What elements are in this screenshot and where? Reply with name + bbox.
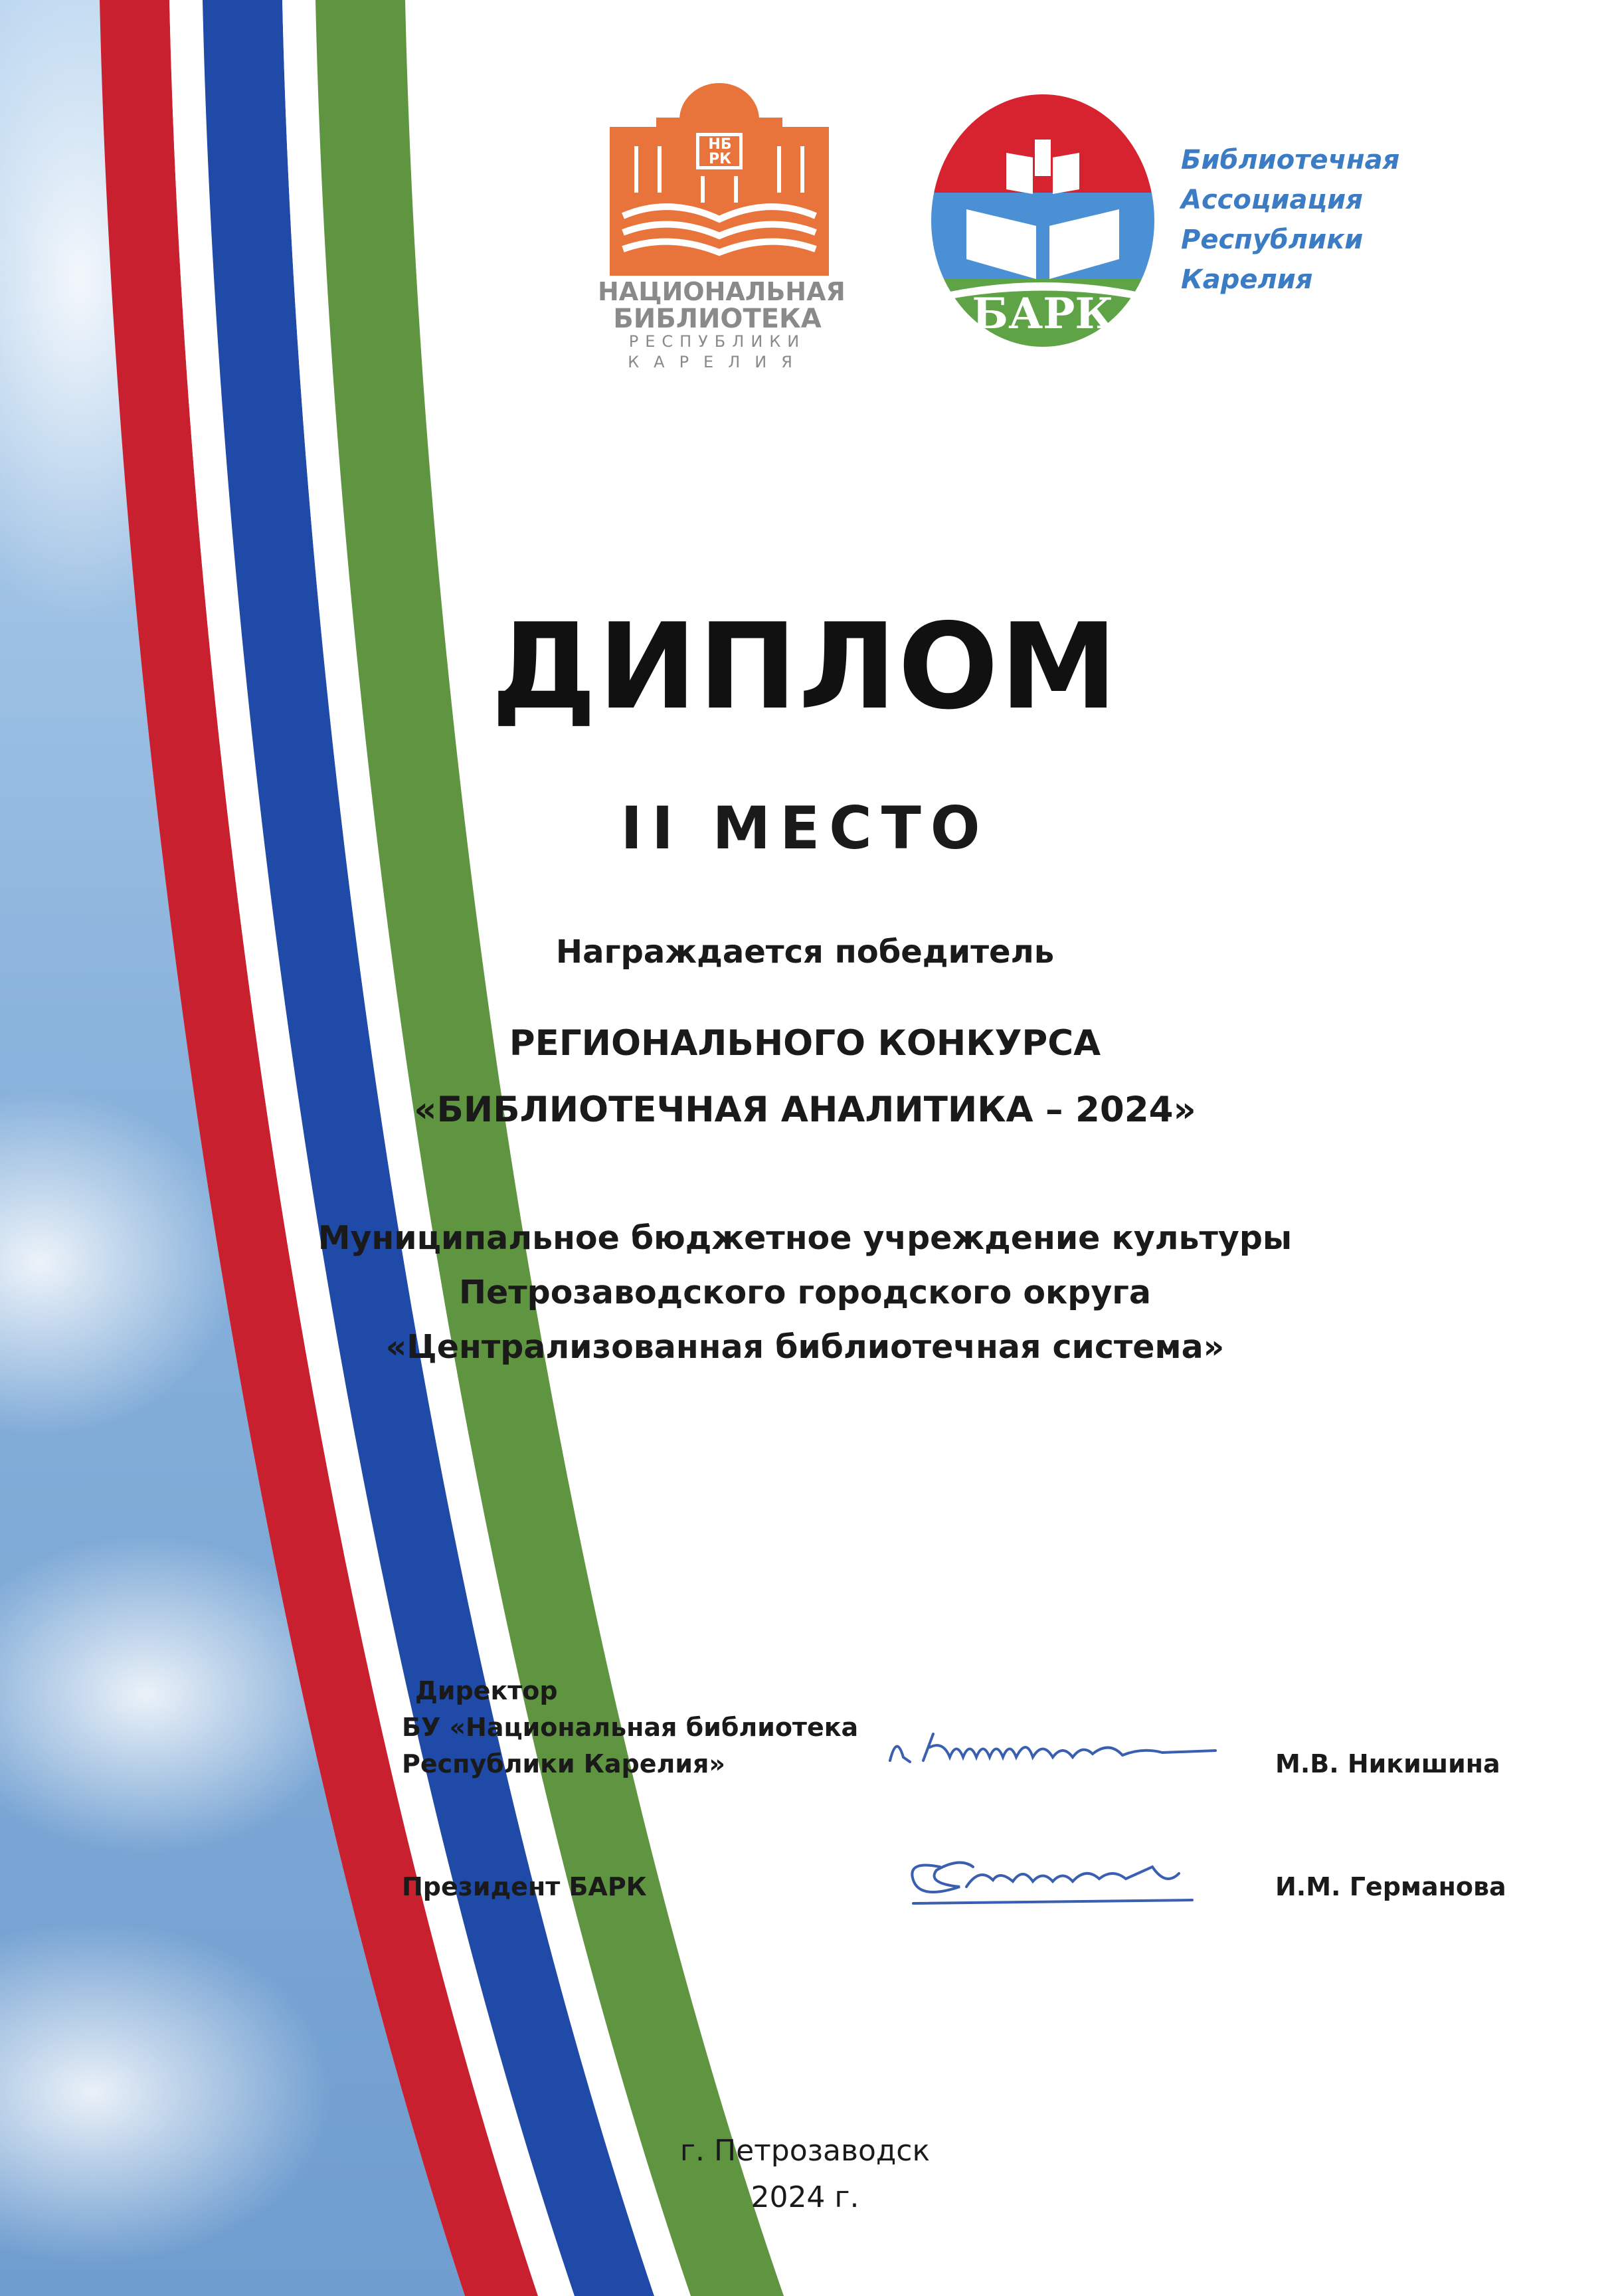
nbrk-line4: КАРЕЛИЯ	[628, 353, 807, 371]
director-title-1: Директор	[415, 1676, 558, 1705]
contest-line1: РЕГИОНАЛЬНОГО КОНКУРСА	[509, 1023, 1101, 1064]
director-signature-icon	[883, 1721, 1222, 1780]
president-title: Президент БАРК	[402, 1872, 647, 1901]
place-heading: II МЕСТО	[620, 794, 990, 862]
org-line1: Муниципальное бюджетное учреждение культуры	[317, 1219, 1293, 1257]
nbrk-emblem-text-1: НБ	[708, 136, 732, 153]
awarded-text: Награждается победитель	[555, 933, 1055, 971]
org-line2: Петрозаводского городского округа	[459, 1274, 1151, 1311]
director-name: М.В. Никишина	[1275, 1749, 1500, 1778]
contest-line2: «БИБЛИОТЕЧНАЯ АНАЛИТИКА – 2024»	[414, 1090, 1196, 1130]
nbrk-line3: РЕСПУБЛИКИ	[628, 332, 806, 351]
nbrk-emblem-text-2: РК	[708, 151, 732, 167]
org-line3: «Централизованная библиотечная система»	[385, 1328, 1225, 1366]
director-title-3: Республики Карелия»	[402, 1749, 725, 1778]
president-name: И.М. Германова	[1275, 1872, 1506, 1901]
footer-year: 2024 г.	[751, 2180, 859, 2214]
bark-line1: Библиотечная	[1181, 145, 1400, 175]
director-title-2: БУ «Национальная библиотека	[402, 1713, 859, 1742]
bark-line4: Карелия	[1181, 264, 1313, 295]
diploma-title: ДИПЛОМ	[491, 598, 1119, 735]
footer-city: г. Петрозаводск	[679, 2134, 931, 2168]
nbrk-line1: НАЦИОНАЛЬНАЯ	[598, 277, 846, 306]
bark-emblem-text: БАРК	[972, 289, 1114, 339]
nbrk-emblem-icon	[610, 83, 829, 276]
bark-line3: Республики	[1181, 225, 1364, 255]
nbrk-line2: БИБЛИОТЕКА	[613, 304, 822, 334]
bark-line2: Ассоциация	[1181, 185, 1363, 215]
president-signature-icon	[900, 1840, 1206, 1913]
